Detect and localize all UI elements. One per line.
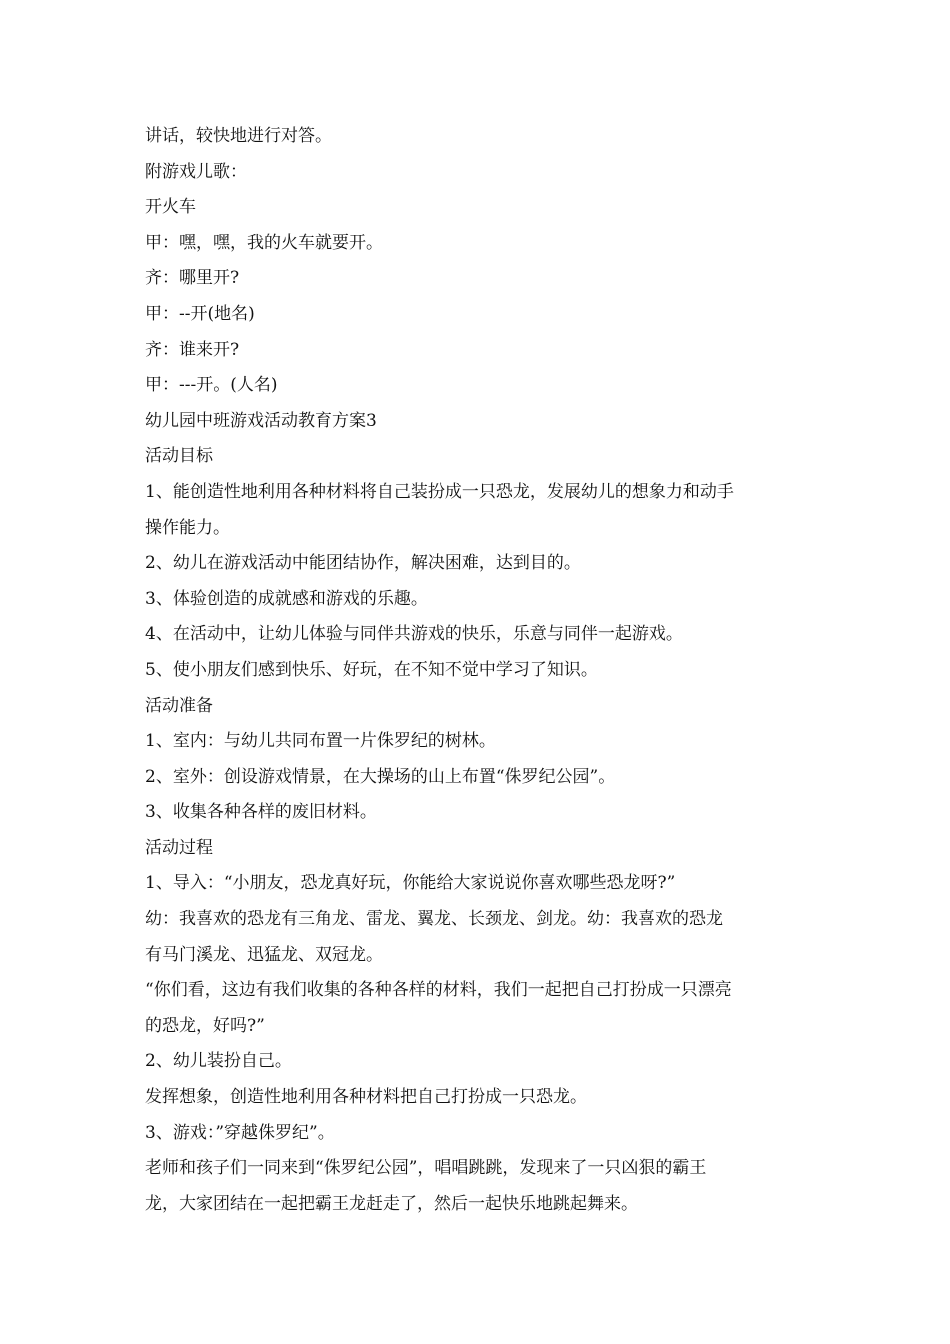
section-heading: 活动准备: [145, 695, 213, 716]
text-line: 4、在活动中，让幼儿体验与同伴共游戏的快乐，乐意与同伴一起游戏。: [145, 624, 683, 645]
text-line: 5、使小朋友们感到快乐、好玩，在不知不觉中学习了知识。: [145, 659, 598, 680]
song-title: 开火车: [145, 197, 196, 218]
text-line: 操作能力。: [145, 517, 230, 538]
text-line: 1、能创造性地利用各种材料将自己装扮成一只恐龙，发展幼儿的想象力和动手: [145, 481, 734, 502]
text-line: 有马门溪龙、迅猛龙、双冠龙。: [145, 944, 383, 965]
text-line: 甲：嘿，嘿，我的火车就要开。: [145, 232, 383, 253]
text-line: 3、游戏：”穿越侏罗纪”。: [145, 1122, 335, 1143]
text-line: 1、导入：“小朋友，恐龙真好玩，你能给大家说说你喜欢哪些恐龙呀?”: [145, 873, 676, 894]
text-line: 讲话，较快地进行对答。: [145, 126, 332, 146]
text-line: 2、室外：创设游戏情景，在大操场的山上布置“侏罗纪公园”。: [145, 766, 616, 787]
text-line: 龙，大家团结在一起把霸王龙赶走了，然后一起快乐地跳起舞来。: [145, 1193, 638, 1214]
text-line: 附游戏儿歌：: [145, 161, 247, 182]
text-line: 齐：谁来开?: [145, 339, 240, 360]
text-line: 2、幼儿在游戏活动中能团结协作，解决困难，达到目的。: [145, 553, 581, 574]
section-title: 幼儿园中班游戏活动教育方案3: [145, 410, 377, 431]
text-line: 齐：哪里开?: [145, 268, 240, 289]
document-body: [145, 119, 810, 1222]
section-heading: 活动目标: [145, 446, 213, 467]
text-line: 2、幼儿装扮自己。: [145, 1051, 292, 1072]
text-line: 3、体验创造的成就感和游戏的乐趣。: [145, 588, 428, 609]
text-line: 的恐龙，好吗?”: [145, 1015, 265, 1036]
text-line: 1、室内：与幼儿共同布置一片侏罗纪的树林。: [145, 731, 496, 752]
text-line: 3、收集各种各样的废旧材料。: [145, 802, 377, 823]
text-line: 甲：--开(地名): [145, 303, 255, 324]
text-line: “你们看，这边有我们收集的各种各样的材料，我们一起把自己打扮成一只漂亮: [145, 980, 732, 1001]
text-line: 幼：我喜欢的恐龙有三角龙、雷龙、翼龙、长颈龙、剑龙。幼：我喜欢的恐龙: [145, 909, 723, 930]
text-line: 甲：---开。(人名): [145, 375, 278, 396]
text-line: 老师和孩子们一同来到“侏罗纪公园”，唱唱跳跳，发现来了一只凶狠的霸王: [145, 1158, 707, 1179]
section-heading: 活动过程: [145, 837, 213, 858]
text-line: 发挥想象，创造性地利用各种材料把自己打扮成一只恐龙。: [145, 1087, 587, 1108]
